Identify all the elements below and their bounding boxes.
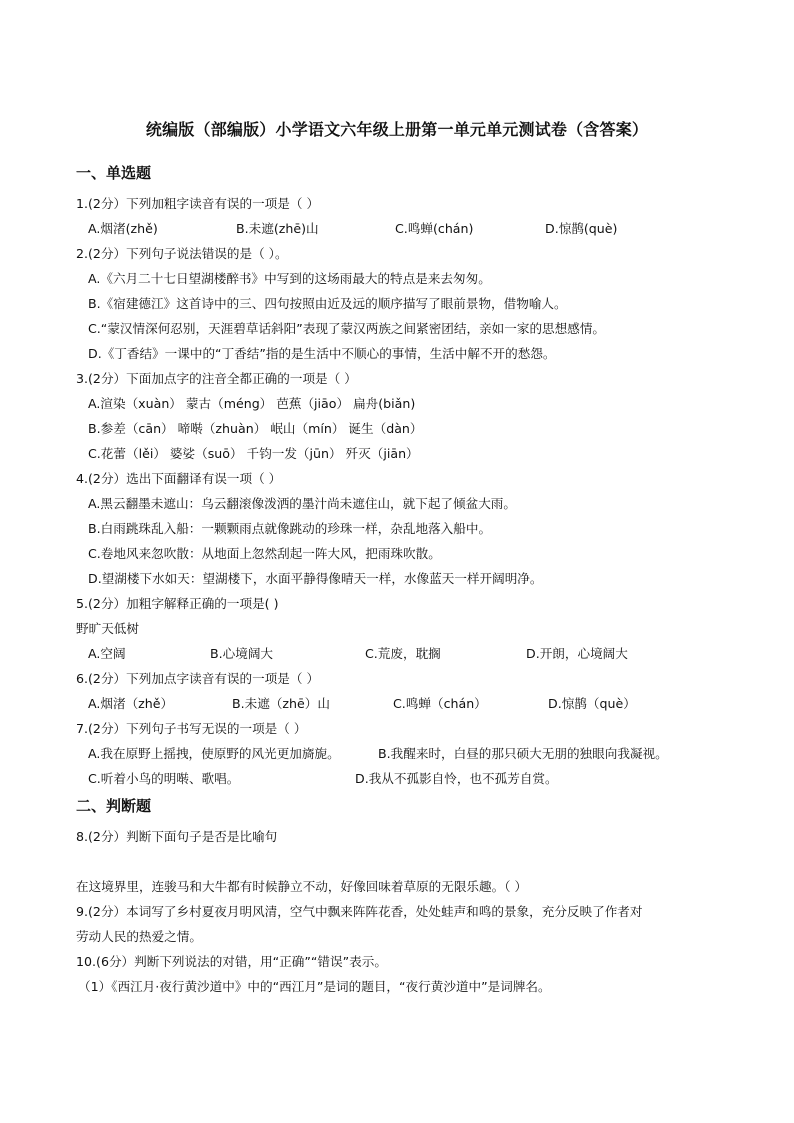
page-title: 统编版（部编版）小学语文六年级上册第一单元单元测试卷（含答案） [145,120,649,139]
question-10-item-1: （1）《西江月·夜行黄沙道中》中的“西江月”是词的题目，“夜行黄沙道中”是词牌名。 [78,979,551,994]
question-3-option-a: A.渲染（xuàn） 蒙古（méng） 芭蕉（jiāo） 扁舟(biǎn) [88,396,416,411]
question-3-stem: 3.(2分）下面加点字的注音全都正确的一项是（ ） [76,371,357,386]
question-2-option-d: D.《丁香结》一课中的“丁香结”指的是生活中不顺心的事情，生活中解不开的愁怨。 [88,346,556,361]
question-7-option-c: C.听着小鸟的明啭、歌唱。 [88,771,240,786]
question-4-option-b: B.白雨跳珠乱入船：一颗颗雨点就像跳动的珍珠一样，杂乱地落入船中。 [88,521,492,536]
question-1-option-c: C.鸣蝉(chán) [395,221,474,236]
question-5-poem-line: 野旷天低树 [76,621,139,636]
question-6-option-d: D.惊鹊（què） [548,696,636,711]
question-2-option-c: C.“蒙汉情深何忍别，天涯碧草话斜阳”表现了蒙汉两族之间紧密团结，亲如一家的思想感情。 [88,321,606,336]
question-4-option-a: A.黑云翻墨未遮山：乌云翻滚像泼洒的墨汁尚未遮住山，就下起了倾盆大雨。 [88,496,516,511]
question-2-option-a: A.《六月二十七日望湖楼醉书》中写到的这场雨最大的特点是来去匆匆。 [88,271,491,286]
question-6-option-a: A.烟渚（zhě） [88,696,174,711]
question-1-option-d: D.惊鹊(què) [545,221,618,236]
question-6-stem: 6.(2分）下列加点字读音有误的一项是（ ） [76,671,320,686]
section-heading-true-false: 二、判断题 [76,797,152,815]
question-10-stem: 10.(6分）判断下列说法的对错，用“正确”“错误”表示。 [76,954,387,969]
question-4-stem: 4.(2分）选出下面翻译有误一项（ ） [76,471,282,486]
question-1-stem: 1.(2分）下列加粗字读音有误的一项是（ ） [76,196,320,211]
question-5-stem: 5.(2分）加粗字解释正确的一项是( ) [76,596,279,611]
question-6-option-c: C.鸣蝉（chán） [393,696,487,711]
question-1-option-b: B.未遮(zhē)山 [236,221,319,236]
question-9-line-2: 劳动人民的热爱之情。 [76,929,202,944]
question-2-stem: 2.(2分）下列句子说法错误的是（ ）。 [76,246,288,261]
question-9-line-1: 9.(2分）本词写了乡村夏夜月明风清，空气中飘来阵阵花香，处处蛙声和鸣的景象，充分反映了作者对 [76,904,643,919]
question-8-stem: 8.(2分）判断下面句子是否是比喻句 [76,829,278,844]
question-7-stem: 7.(2分）下列句子书写无误的一项是（ ） [76,721,307,736]
section-heading-single-choice: 一、单选题 [76,164,152,182]
question-4-option-c: C.卷地风来忽吹散：从地面上忽然刮起一阵大风，把雨珠吹散。 [88,546,441,561]
question-5-option-c: C.荒废，耽搁 [365,646,441,661]
question-5-option-b: B.心境阔大 [210,646,274,661]
question-4-option-d: D.望湖楼下水如天：望湖楼下，水面平静得像晴天一样，水像蓝天一样开阔明净。 [88,571,543,586]
question-6-option-b: B.未遮（zhē）山 [232,696,330,711]
question-3-option-b: B.参差（cān） 啼啭（zhuàn） 岷山（mín） 诞生（dàn） [88,421,423,436]
question-8-sentence: 在这境界里，连骏马和大牛都有时候静立不动，好像回味着草原的无限乐趣。（ ） [76,879,528,894]
question-7-option-b: B.我醒来时，白昼的那只硕大无朋的独眼向我凝视。 [378,746,668,761]
question-5-option-d: D.开朗，心境阔大 [526,646,628,661]
question-5-option-a: A.空阔 [88,646,126,661]
question-2-option-b: B.《宿建德江》这首诗中的三、四句按照由近及远的顺序描写了眼前景物，借物喻人。 [88,296,567,311]
question-7-option-a: A.我在原野上摇拽，使原野的风光更加旖旎。 [88,746,340,761]
question-3-option-c: C.花蕾（lěi） 婆娑（suō） 千钧一发（jūn） 歼灭（jiān） [88,446,419,461]
question-7-option-d: D.我从不孤影自怜，也不孤芳自赏。 [355,771,558,786]
question-1-option-a: A.烟渚(zhě) [88,221,158,236]
